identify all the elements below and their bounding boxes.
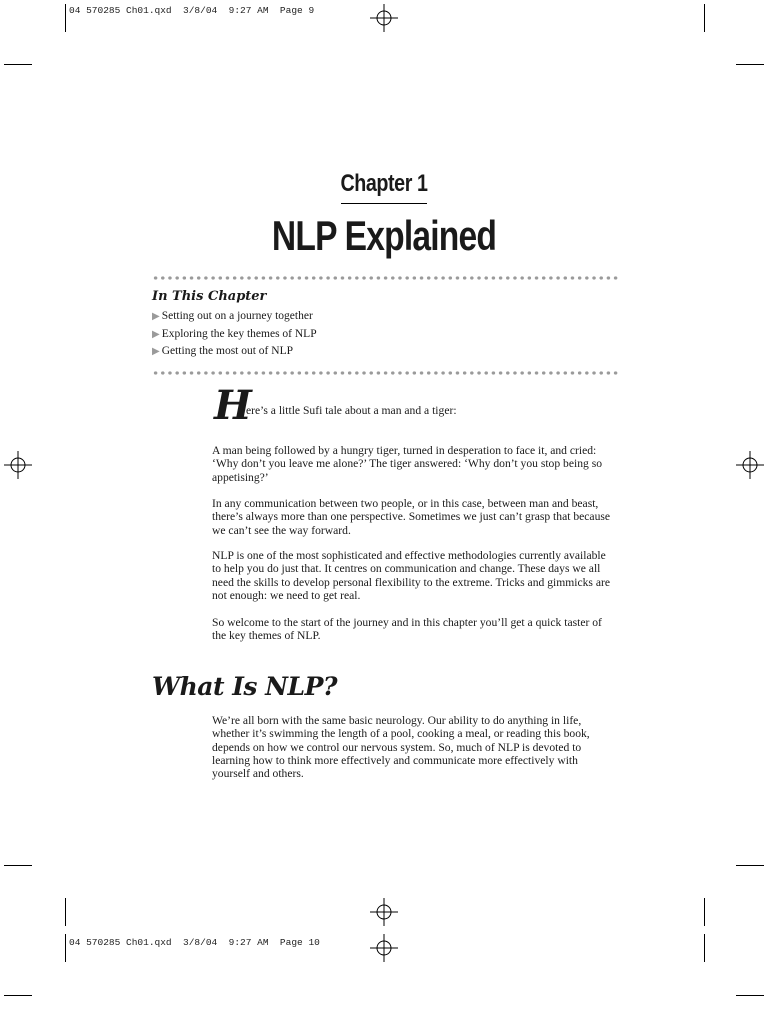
registration-mark-icon xyxy=(370,4,398,32)
section-paragraph: We’re all born with the same basic neurology. Our ability to do anything in life, whether it’s swimming the length of a pool, cooking a meal, or reading this book, depends on how we control our nervous system. So, much of NLP is devoted to learning how to think more effectively and communicate more effectively with yourself and others. xyxy=(212,714,590,781)
intro-paragraph: So welcome to the start of the journey and in this chapter you’ll get a quick taster of the key themes of NLP. xyxy=(212,616,602,643)
chapter-label: Chapter 1 xyxy=(340,170,428,197)
triangle-bullet-icon: ▶ xyxy=(152,328,160,340)
triangle-bullet-icon: ▶ xyxy=(152,311,160,322)
chapter-rule xyxy=(341,203,427,204)
registration-mark-icon xyxy=(370,934,398,962)
dotted-rule-bottom xyxy=(152,371,618,375)
section-heading: What Is NLP? xyxy=(152,672,338,701)
dotted-rule-top xyxy=(152,276,618,280)
list-item: ▶ Setting out on a journey together xyxy=(152,310,313,322)
intro-lead: ere’s a little Sufi tale about a man and a tiger: xyxy=(246,404,457,417)
print-slug-bottom: 04 570285 Ch01.qxd 3/8/04 9:27 AM Page 10 xyxy=(69,937,320,948)
intro-paragraph: A man being followed by a hungry tiger, turned in desperation to face it, and cried: ‘Why don’t you leave me alone?’ The tiger answered: ‘Why don’t you stop being so appetising?’ xyxy=(212,444,603,484)
in-this-chapter-heading: In This Chapter xyxy=(152,289,267,304)
drop-cap: H xyxy=(214,382,252,429)
list-item: ▶ Exploring the key themes of NLP xyxy=(152,327,317,340)
registration-mark-icon xyxy=(4,451,32,479)
intro-paragraph: NLP is one of the most sophisticated and effective methodologies currently available to help you do just that. It centres on communication and change. These days we all need the skills to develop personal flexibility to the extreme. Tricks and gimmicks are not enough: we need to get real. xyxy=(212,549,610,602)
chapter-title: NLP Explained xyxy=(271,212,497,259)
intro-paragraph: In any communication between two people, or in this case, between man and beast, there’s always more than one perspective. Sometimes we just can’t grasp that because we can’t see the way forward. xyxy=(212,497,611,537)
registration-mark-icon xyxy=(736,451,764,479)
list-item: ▶ Getting the most out of NLP xyxy=(152,345,293,357)
registration-mark-icon xyxy=(370,898,398,926)
in-this-chapter-list xyxy=(152,308,317,361)
print-slug-top: 04 570285 Ch01.qxd 3/8/04 9:27 AM Page 9 xyxy=(69,5,315,16)
triangle-bullet-icon: ▶ xyxy=(152,346,160,357)
